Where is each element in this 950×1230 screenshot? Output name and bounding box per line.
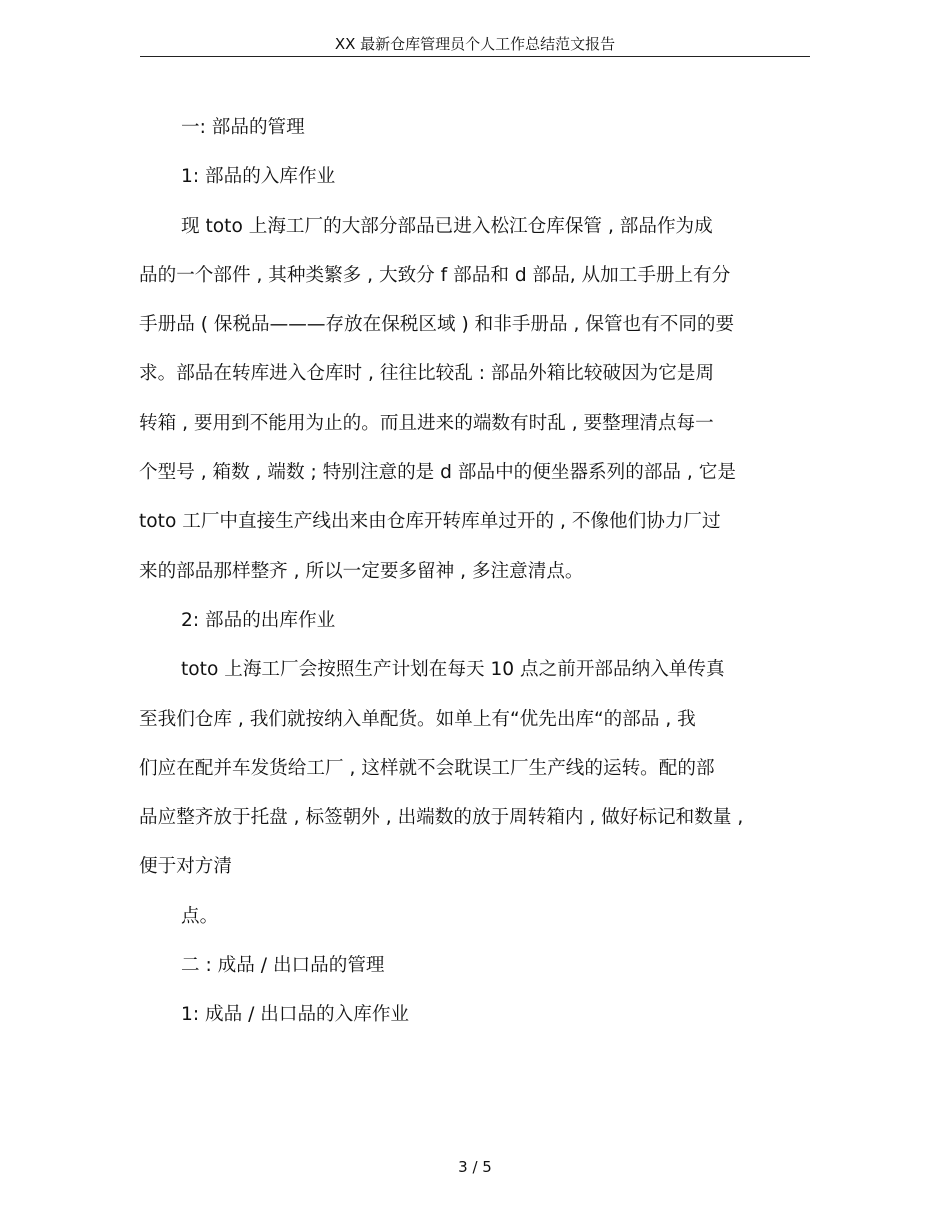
text-line: 点。 bbox=[181, 905, 219, 927]
text-line: 手册品 ( 保税品———存放在保税区域 ) 和非手册品 , 保管也有不同的要 bbox=[139, 314, 735, 336]
document-body bbox=[139, 103, 815, 1040]
text-line: 二 : 成品 / 出口品的管理 bbox=[181, 955, 385, 977]
text-line: toto 上海工厂会按照生产计划在每天 10 点之前开部品纳入单传真 bbox=[181, 659, 725, 681]
text-line: 个型号 , 箱数 , 端数 ; 特别注意的是 d 部品中的便坐器系列的部品 , 它是 bbox=[139, 462, 736, 484]
header-divider bbox=[140, 56, 810, 57]
text-line: toto 工厂中直接生产线出来由仓库开转库单过开的 , 不像他们协力厂过 bbox=[139, 511, 721, 533]
text-line: 便于对方清 bbox=[139, 856, 232, 878]
text-line: 1: 成品 / 出口品的入库作业 bbox=[181, 1004, 410, 1026]
text-line: 来的部品那样整齐 , 所以一定要多留神 , 多注意清点。 bbox=[139, 560, 584, 582]
text-line: 现 toto 上海工厂的大部分部品已进入松江仓库保管 , 部品作为成 bbox=[181, 215, 713, 237]
text-line: 求。部品在转库进入仓库时 , 往往比较乱 : 部品外箱比较破因为它是周 bbox=[139, 363, 715, 385]
document-header-title: XX 最新仓库管理员个人工作总结范文报告 bbox=[334, 35, 616, 53]
text-line: 品的一个部件 , 其种类繁多 , 大致分 f 部品和 d 部品, 从加工手册上有分 bbox=[139, 264, 731, 286]
text-line: 一: 部品的管理 bbox=[181, 117, 305, 138]
text-line: 转箱 , 要用到不能用为止的。而且进来的端数有时乱 , 要整理清点每一 bbox=[139, 412, 714, 434]
text-line: 品应整齐放于托盘 , 标签朝外 , 出端数的放于周转箱内 , 做好标记和数量 , bbox=[139, 807, 744, 829]
text-line: 1: 部品的入库作业 bbox=[181, 166, 336, 188]
text-line: 至我们仓库 , 我们就按纳入单配货。如单上有“优先出库“的部品 , 我 bbox=[139, 708, 696, 730]
page-number: 3 / 5 bbox=[458, 1158, 492, 1176]
text-line: 2: 部品的出库作业 bbox=[181, 609, 336, 631]
text-line: 们应在配并车发货给工厂 , 这样就不会耽误工厂生产线的运转。配的部 bbox=[139, 757, 715, 779]
